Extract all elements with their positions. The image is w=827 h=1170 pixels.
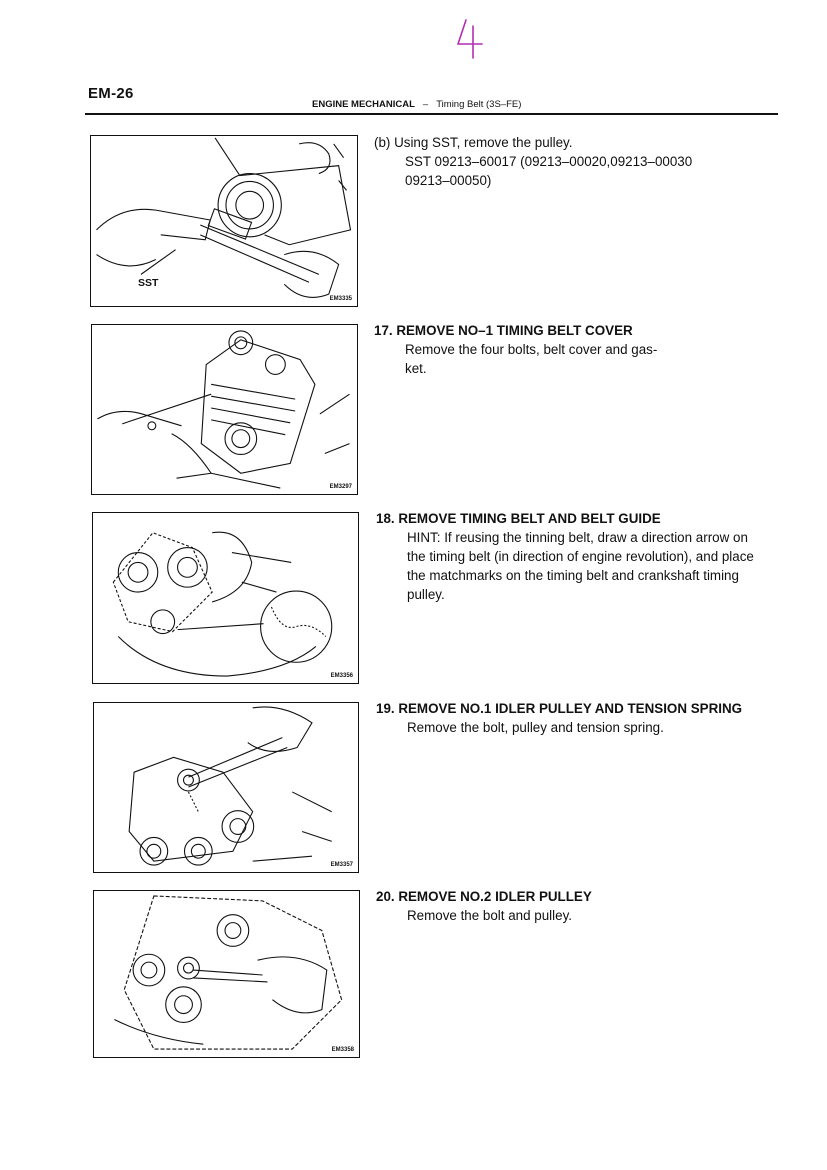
timing-belt-cover-illustration xyxy=(92,325,357,494)
step-b-heading: (b) Using SST, remove the pulley. xyxy=(374,135,573,150)
step-20-heading: 20. REMOVE NO.2 IDLER PULLEY xyxy=(376,889,592,904)
step-b-text xyxy=(374,133,814,190)
figure-timing-belt-cover xyxy=(91,324,358,495)
step-18-heading: 18. REMOVE TIMING BELT AND BELT GUIDE xyxy=(376,511,661,526)
step-18-text xyxy=(376,509,816,604)
timing-belt-guide-illustration xyxy=(93,513,358,683)
figure-code: EM3357 xyxy=(330,862,353,868)
idler-pulley-1-illustration xyxy=(94,703,358,872)
figure-idler-pulley-1 xyxy=(93,702,359,873)
figure-idler-pulley-2 xyxy=(93,890,360,1058)
step-17-heading: 17. REMOVE NO–1 TIMING BELT COVER xyxy=(374,323,633,338)
step-18-line-2: the timing belt (in direction of engine revolution), and place xyxy=(407,549,754,564)
step-17-text xyxy=(374,321,814,378)
figure-timing-belt-guide xyxy=(92,512,359,684)
step-19-line-1: Remove the bolt, pulley and tension spring. xyxy=(407,720,664,735)
step-20-text xyxy=(376,887,816,925)
step-17-line-2: ket. xyxy=(405,361,427,376)
page-id: EM-26 xyxy=(88,85,134,102)
figure-pulley-removal xyxy=(90,135,358,307)
step-19-heading: 19. REMOVE NO.1 IDLER PULLEY AND TENSION SPRING xyxy=(376,701,743,716)
handwritten-4-mark xyxy=(452,14,492,64)
step-18-line-1: HINT: If reusing the tinning belt, draw a direction arrow on xyxy=(407,530,748,545)
header-section: ENGINE MECHANICAL xyxy=(312,99,415,110)
header-separator: – xyxy=(422,99,429,110)
header-subsection: Timing Belt (3S–FE) xyxy=(436,99,522,110)
sst-label: SST xyxy=(138,277,159,289)
step-18-line-3: the matchmarks on the timing belt and crankshaft timing xyxy=(407,568,739,583)
running-header xyxy=(312,99,521,110)
step-19-text xyxy=(376,699,816,737)
step-b-line-1: SST 09213–60017 (09213–00020,09213–00030 xyxy=(405,154,693,169)
step-18-line-4: pulley. xyxy=(407,587,445,602)
figure-code: EM3335 xyxy=(329,296,352,302)
header-rule xyxy=(85,113,778,115)
figure-code: EM3297 xyxy=(329,484,352,490)
figure-code: EM3356 xyxy=(330,673,353,679)
step-20-line-1: Remove the bolt and pulley. xyxy=(407,908,573,923)
handwritten-page-number xyxy=(452,14,492,64)
figure-code: EM3358 xyxy=(331,1047,354,1053)
idler-pulley-2-illustration xyxy=(94,891,359,1057)
step-17-line-1: Remove the four bolts, belt cover and gas- xyxy=(405,342,658,357)
step-b-line-2: 09213–00050) xyxy=(405,173,492,188)
pulley-removal-illustration xyxy=(91,136,357,306)
